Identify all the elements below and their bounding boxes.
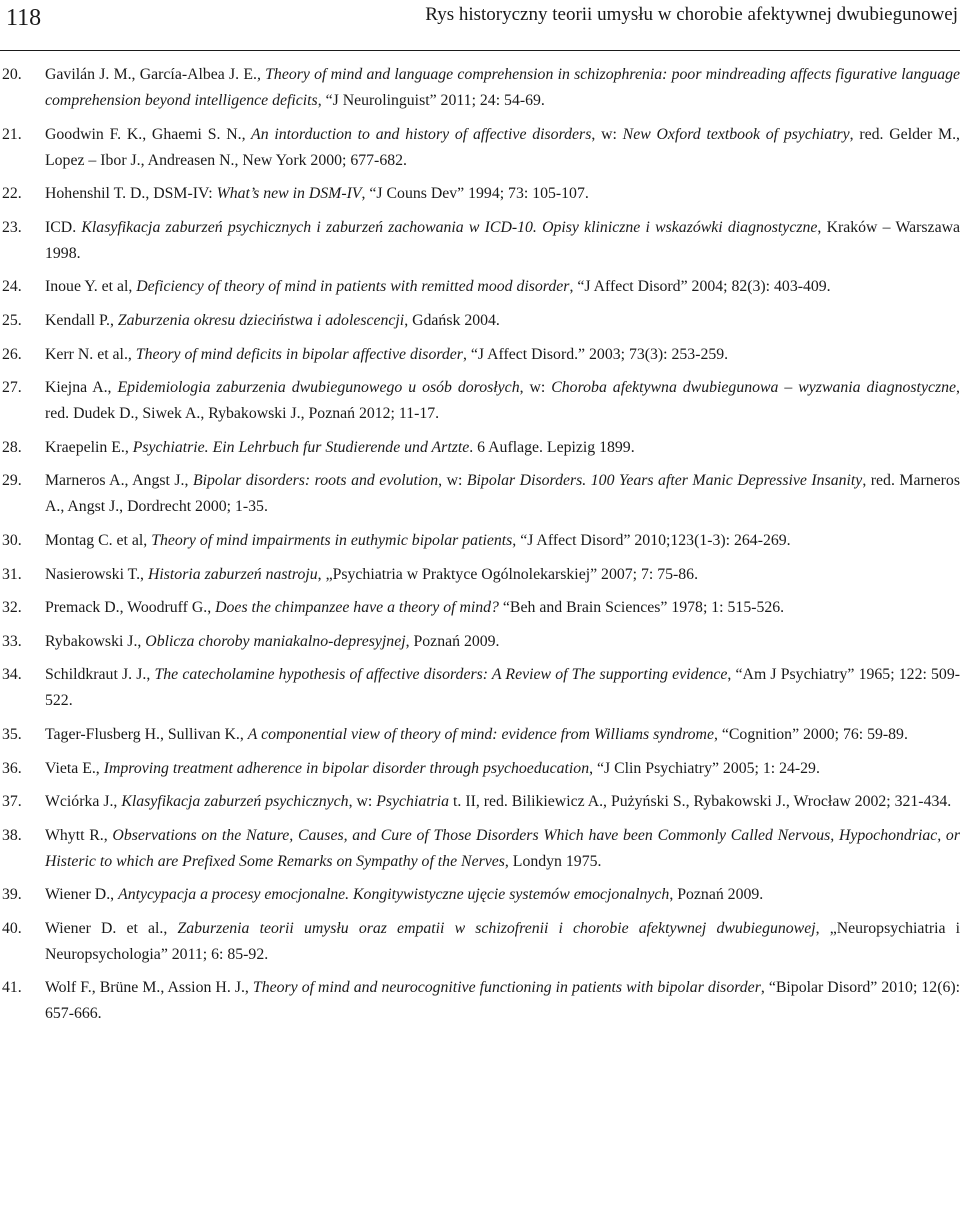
reference-title: Oblicza choroby maniakalno-depresyjnej bbox=[145, 632, 406, 650]
reference-title: Psychiatrie. Ein Lehrbuch fur Studierende und Artzte bbox=[132, 438, 470, 456]
reference-text bbox=[45, 66, 960, 109]
reference-item bbox=[0, 122, 960, 174]
reference-segment: , Londyn 1975. bbox=[504, 852, 602, 870]
reference-segment: , “J Couns Dev” 1994; 73: 105-107. bbox=[361, 185, 589, 203]
reference-segment: Kiejna A., bbox=[45, 379, 118, 397]
reference-title: Does the chimpanzee have a theory of mind? bbox=[215, 599, 499, 617]
reference-segment: Kendall P., bbox=[45, 311, 118, 329]
reference-item bbox=[0, 595, 960, 621]
reference-item bbox=[0, 62, 960, 114]
reference-text bbox=[45, 760, 820, 777]
reference-number: 38. bbox=[2, 826, 22, 844]
reference-segment: Marneros A., Angst J., bbox=[45, 472, 193, 490]
reference-segment: “Beh and Brain Sciences” 1978; 1: 515-526. bbox=[498, 599, 785, 617]
reference-title: Psychiatria bbox=[376, 793, 450, 811]
reference-segment: , “J Affect Disord” 2004; 82(3): 403-409. bbox=[569, 278, 831, 296]
reference-segment: Gavilán J. M., García-Albea J. E. bbox=[45, 66, 257, 83]
reference-segment: , “Cognition” 2000; 76: 59-89. bbox=[713, 725, 908, 743]
reference-text bbox=[45, 633, 500, 650]
reference-title: Theory of mind and neurocognitive functioning in patients with bipolar disorder bbox=[252, 979, 761, 997]
reference-segment: , red. Marneros A., Angst J., Dordrecht 2000; 1-35. bbox=[45, 472, 960, 516]
reference-number: 26. bbox=[2, 345, 22, 363]
reference-title: Theory of mind impairments in euthymic bipolar patients bbox=[151, 531, 513, 549]
reference-number: 29. bbox=[2, 472, 22, 490]
reference-text bbox=[45, 666, 960, 709]
reference-item bbox=[0, 468, 960, 520]
reference-number: 21. bbox=[2, 125, 22, 143]
reference-item bbox=[0, 435, 960, 461]
reference-number: 35. bbox=[2, 725, 22, 743]
reference-segment: , Kraków – Warszawa 1998. bbox=[45, 218, 960, 262]
reference-segment: , Poznań 2009. bbox=[669, 886, 764, 904]
reference-list bbox=[0, 62, 960, 1035]
reference-text bbox=[45, 472, 960, 515]
reference-number: 23. bbox=[2, 218, 22, 236]
reference-number: 27. bbox=[2, 379, 22, 397]
reference-segment: , “J Neurolinguist” 2011; 24: 54-69. bbox=[317, 92, 545, 109]
reference-segment: Nasierowski T., bbox=[45, 565, 148, 583]
reference-title: New Oxford textbook of psychiatry bbox=[622, 125, 850, 143]
reference-number: 32. bbox=[2, 599, 22, 617]
reference-item bbox=[0, 756, 960, 782]
reference-number: 24. bbox=[2, 278, 22, 296]
reference-title: What’s new in DSM-IV bbox=[216, 185, 362, 203]
reference-title: Historia zaburzeń nastroju bbox=[147, 565, 318, 583]
reference-segment: , w: bbox=[591, 125, 623, 143]
reference-segment: , „Neuropsychiatria i Neuropsychologia” 2011; 6: 85-92. bbox=[45, 919, 960, 963]
reference-text bbox=[45, 566, 698, 583]
reference-title: Klasyfikacja zaburzeń psychicznych bbox=[121, 793, 349, 811]
reference-segment: Tager-Flusberg H., Sullivan K., bbox=[45, 725, 248, 743]
reference-title: Bipolar disorders: roots and evolution bbox=[192, 472, 439, 490]
reference-text bbox=[45, 439, 635, 456]
reference-text bbox=[45, 312, 500, 329]
reference-segment: Wiener D., bbox=[45, 886, 119, 904]
reference-number: 30. bbox=[2, 531, 22, 549]
reference-item bbox=[0, 181, 960, 207]
reference-item bbox=[0, 722, 960, 748]
reference-text bbox=[45, 920, 960, 963]
reference-segment: Whytt R., bbox=[45, 826, 113, 844]
reference-number: 28. bbox=[2, 438, 22, 456]
reference-text bbox=[45, 278, 831, 295]
reference-segment: , red. Gelder M., Lopez – Ibor J., Andreasen N., New York 2000; 677-682. bbox=[45, 125, 960, 169]
reference-segment: , “J Affect Disord.” 2003; 73(3): 253-259. bbox=[462, 345, 729, 363]
reference-title: , An intorduction to and history of affective disorders bbox=[241, 125, 592, 143]
reference-number: 34. bbox=[2, 666, 22, 684]
reference-item bbox=[0, 629, 960, 655]
page-number: 118 bbox=[6, 5, 42, 31]
reference-text bbox=[45, 726, 908, 743]
reference-number: 31. bbox=[2, 565, 22, 583]
reference-segment: Inoue Y. et al, bbox=[45, 278, 137, 296]
reference-item bbox=[0, 308, 960, 334]
reference-number: 39. bbox=[2, 886, 22, 904]
reference-number: 40. bbox=[2, 919, 22, 937]
reference-item bbox=[0, 662, 960, 714]
reference-segment: , “Bipolar Disord” 2010; 12(6): 657-666. bbox=[45, 979, 960, 1023]
reference-text bbox=[45, 599, 784, 616]
reference-item bbox=[0, 789, 960, 815]
reference-text bbox=[45, 793, 951, 810]
reference-title: Deficiency of theory of mind in patients with remitted mood disorder bbox=[136, 278, 570, 296]
reference-title: Bipolar Disorders. 100 Years after Manic Depressive Insanity bbox=[466, 472, 863, 490]
reference-title: Zaburzenia teorii umysłu oraz empatii w schizofrenii i chorobie afektywnej dwubiegunowej bbox=[177, 919, 816, 937]
reference-segment: , w: bbox=[519, 379, 552, 397]
reference-segment: Rybakowski J., bbox=[45, 632, 146, 650]
reference-segment: Kerr N. et al., bbox=[45, 345, 136, 363]
reference-title: , Theory of mind and language comprehension in schizophrenia: poor mindreading affects figurative language comprehension beyond intelligence deficits bbox=[45, 66, 960, 109]
reference-segment: , “J Affect Disord” 2010;123(1-3): 264-269. bbox=[512, 531, 791, 549]
reference-segment: Vieta E., bbox=[45, 759, 104, 777]
reference-segment: Schildkraut J. J., bbox=[45, 666, 155, 684]
reference-segment: Kraepelin E., bbox=[45, 438, 133, 456]
reference-segment: Montag C. et al, bbox=[45, 531, 152, 549]
reference-item bbox=[0, 975, 960, 1027]
reference-title: Epidemiologia zaburzenia dwubiegunowego u osób dorosłych bbox=[117, 379, 520, 397]
reference-number: 25. bbox=[2, 311, 22, 329]
reference-text bbox=[45, 346, 728, 363]
reference-title: A componential view of theory of mind: evidence from Williams syndrome bbox=[247, 725, 714, 743]
reference-title: Klasyfikacja zaburzeń psychicznych i zaburzeń zachowania w ICD-10. Opisy kliniczne i wskazówki diagnostyczne bbox=[81, 218, 818, 236]
reference-title: Improving treatment adherence in bipolar disorder through psychoeducation bbox=[103, 759, 590, 777]
reference-text bbox=[45, 532, 791, 549]
reference-text bbox=[45, 185, 589, 202]
page-header bbox=[0, 0, 960, 51]
reference-segment: t. II, red. Bilikiewicz A., Pużyński S., Rybakowski J., Wrocław 2002; 321-434. bbox=[449, 793, 952, 811]
reference-text bbox=[45, 379, 960, 422]
reference-segment: Wolf F., Brüne M., Assion H. J., bbox=[45, 979, 253, 997]
reference-text bbox=[45, 886, 763, 903]
reference-segment: Wiener D. et al., bbox=[45, 919, 178, 937]
reference-segment: ICD. bbox=[45, 218, 82, 236]
reference-segment: , red. Dudek D., Siwek A., Rybakowski J., Poznań 2012; 11-17. bbox=[45, 379, 960, 423]
reference-segment: , w: bbox=[348, 793, 377, 811]
reference-item bbox=[0, 528, 960, 554]
reference-segment: , “Am J Psychiatry” 1965; 122: 509-522. bbox=[45, 666, 960, 710]
reference-item bbox=[0, 882, 960, 908]
reference-title: The catecholamine hypothesis of affective disorders: A Review of The supporting evidence bbox=[154, 666, 728, 684]
reference-text bbox=[45, 827, 960, 870]
reference-title: Theory of mind deficits in bipolar affective disorder bbox=[135, 345, 463, 363]
reference-item bbox=[0, 916, 960, 968]
reference-title: Antycypacja a procesy emocjonalne. Kongitywistyczne ujęcie systemów emocjonalnych bbox=[118, 886, 670, 904]
reference-number: 22. bbox=[2, 185, 22, 203]
reference-text bbox=[45, 126, 960, 169]
reference-item bbox=[0, 215, 960, 267]
reference-segment: Premack D., Woodruff G., bbox=[45, 599, 216, 617]
reference-number: 41. bbox=[2, 979, 22, 997]
reference-segment: Goodwin F. K., Ghaemi S. N. bbox=[45, 125, 242, 143]
reference-segment: Hohenshil T. D., DSM-IV: bbox=[45, 185, 217, 203]
reference-item bbox=[0, 342, 960, 368]
reference-number: 20. bbox=[2, 66, 22, 83]
reference-text bbox=[45, 979, 960, 1022]
reference-item bbox=[0, 375, 960, 427]
running-title: Rys historyczny teorii umysłu w chorobie afektywnej dwubiegunowej bbox=[425, 4, 958, 25]
reference-title: Choroba afektywna dwubiegunowa – wyzwania diagnostyczne bbox=[551, 379, 957, 397]
reference-segment: , Poznań 2009. bbox=[405, 632, 500, 650]
reference-segment: , „Psychiatria w Praktyce Ogólnolekarskiej” 2007; 7: 75-86. bbox=[317, 565, 699, 583]
reference-number: 37. bbox=[2, 793, 22, 811]
reference-item bbox=[0, 562, 960, 588]
reference-segment: . 6 Auflage. Lepizig 1899. bbox=[469, 438, 635, 456]
reference-item bbox=[0, 274, 960, 300]
reference-segment: , w: bbox=[438, 472, 467, 490]
reference-number: 36. bbox=[2, 759, 22, 777]
reference-item bbox=[0, 823, 960, 875]
reference-title: Zaburzenia okresu dzieciństwa i adolescencji bbox=[117, 311, 405, 329]
reference-number: 33. bbox=[2, 632, 22, 650]
reference-text bbox=[45, 219, 960, 262]
reference-segment: , “J Clin Psychiatry” 2005; 1: 24-29. bbox=[589, 759, 820, 777]
reference-segment: Wciórka J., bbox=[45, 793, 122, 811]
reference-segment: , Gdańsk 2004. bbox=[404, 311, 500, 329]
reference-title: Observations on the Nature, Causes, and Cure of Those Disorders Which have been Commonly Called Nervous, Hypochondriac, or Histeric to which are Prefixed Some Remarks on Sympathy of the Nerves bbox=[45, 826, 960, 870]
